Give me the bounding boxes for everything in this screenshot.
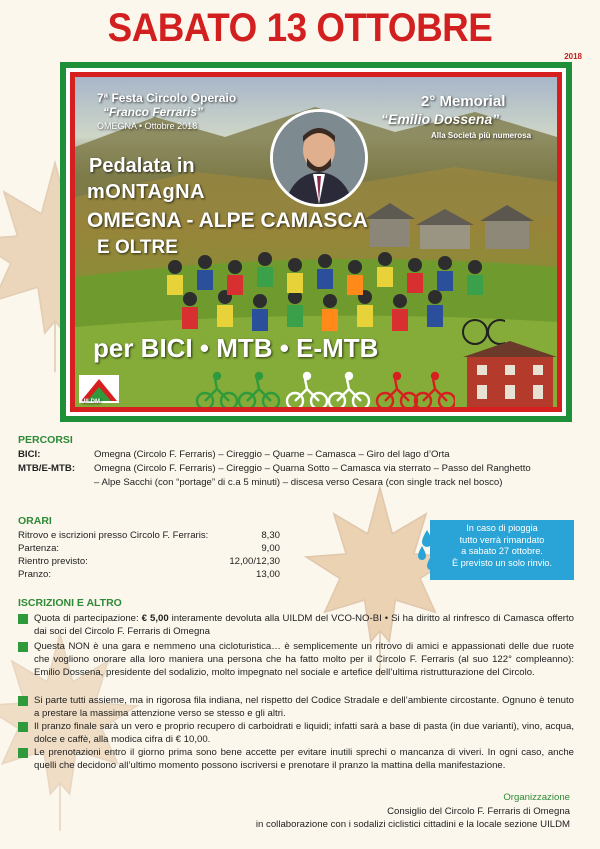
orari-row: Partenza: 9,00 (18, 543, 280, 554)
memorial-line-2: “Emilio Dossena” (381, 111, 500, 127)
orari-row: Rientro previsto: 12,00/12,30 (18, 556, 280, 567)
logo-text: UILDM (81, 399, 100, 405)
bici-route-text: Omegna (Circolo F. Ferraris) – Cireggio – Quarne – Camasca – Giro del lago d’Orta (94, 449, 450, 460)
event-poster (60, 62, 572, 422)
orari-row: Ritrovo e iscrizioni presso Circolo F. Ferraris: 8,30 (18, 530, 280, 541)
bullet-icon (18, 696, 28, 706)
portrait-photo (270, 109, 368, 207)
festa-line-3: OMEGNA • Ottobre 2018 (97, 121, 198, 131)
bullet-icon (18, 642, 28, 652)
list-item: Quota di partecipazione: € 5,00 interamente devoluta alla UILDM del VCO-NO-BI • Si ha diritto al rinfresco di Camasca offerto dai soci del Circolo F. Ferraris di Omegna (34, 613, 575, 637)
bullet-icon (18, 722, 28, 732)
iscrizioni-heading: ISCRIZIONI E ALTRO (18, 597, 122, 609)
orari-heading: ORARI (18, 515, 52, 527)
percorsi-heading: PERCORSI (18, 434, 73, 446)
page-title: SABATO 13 OTTOBRE (107, 6, 493, 50)
organizzazione-line-1: Consiglio del Circolo F. Ferraris di Omegna (387, 806, 570, 817)
memorial-line-3: Alla Società più numerosa (431, 131, 532, 140)
circolo-building (463, 339, 557, 407)
person-icon (273, 112, 365, 204)
oltre-label: E OLTRE (97, 237, 178, 258)
rain-notice: In caso di pioggia tutto verrà rimandato a sabato 27 ottobre. È previsto un solo rinvio. (430, 520, 574, 580)
organizzazione-heading: Organizzazione (503, 792, 570, 803)
mtb-route-text-2: – Alpe Sacchi (con “portage” di c.a 5 minuti) – discesa verso Cesara (con single track nel bosco) (94, 477, 503, 488)
festa-line-2: “Franco Ferraris” (103, 105, 204, 119)
bullet-icon (18, 614, 28, 624)
bici-route-label: BICI: (18, 449, 41, 460)
festa-line-1: 7ª Festa Circolo Operaio (97, 91, 237, 105)
orari-row: Pranzo: 13,00 (18, 569, 280, 580)
bici-label: per BICI • MTB • E-MTB (93, 333, 379, 363)
group-photo (75, 77, 557, 407)
route-label: OMEGNA - ALPE CAMASCA (87, 209, 368, 232)
cyclists-silhouettes-icon (195, 371, 455, 407)
memorial-line-1: 2° Memorial (421, 93, 506, 110)
year-label: 2018 (564, 52, 582, 61)
mtb-route-label: MTB/E-MTB: (18, 463, 76, 474)
mtb-route-text-1: Omegna (Circolo F. Ferraris) – Cireggio – Quarna Sotto – Camasca via sterrato – Passo del Ranghetto (94, 463, 531, 474)
list-item: Si parte tutti assieme, ma in rigorosa fila indiana, nel rispetto del Codice Stradale e dell’ambiente circostante. Ognuno è tenuto a prestare la massima attenzione verso se stesso e gli altri. (34, 695, 574, 719)
pedalata-label: Pedalata in (89, 155, 195, 177)
list-item: Le prenotazioni entro il giorno prima sono bene accette per evitare inutili sprechi o mancanza di viveri. In ogni caso, anche quelli che decidono all’ultimo momento possono iscriversi e prenotare il pranzo la mattina della manifestazione. (34, 747, 574, 771)
organizzazione-line-2: in collaborazione con i sodalizi ciclistici cittadini e la locale sezione UILDM (255, 819, 570, 830)
list-item: Il pranzo finale sarà un vero e proprio recupero di carboidrati e liquidi; infatti sarà a base di pasta (in due varianti), vino, acqua, dolce e caffè, alla modica cifra di € 10,00. (34, 721, 574, 745)
bullet-icon (18, 748, 28, 758)
montagna-label: mONTAgNA (87, 181, 206, 203)
list-item: Questa NON è una gara e nemmeno una cicloturistica… è semplicemente un ritrovo di amici e appassionati delle due ruote che vogliono onorare alla loro maniera una persona che ha fatto molto per il Circolo F. Ferraris (al suo 122° compleanno): Emilio Dossena, presidente del sodalizio, molto impegnato nel sociale e artefice dell’ultima ristrutturazione del Circolo. (34, 641, 574, 678)
